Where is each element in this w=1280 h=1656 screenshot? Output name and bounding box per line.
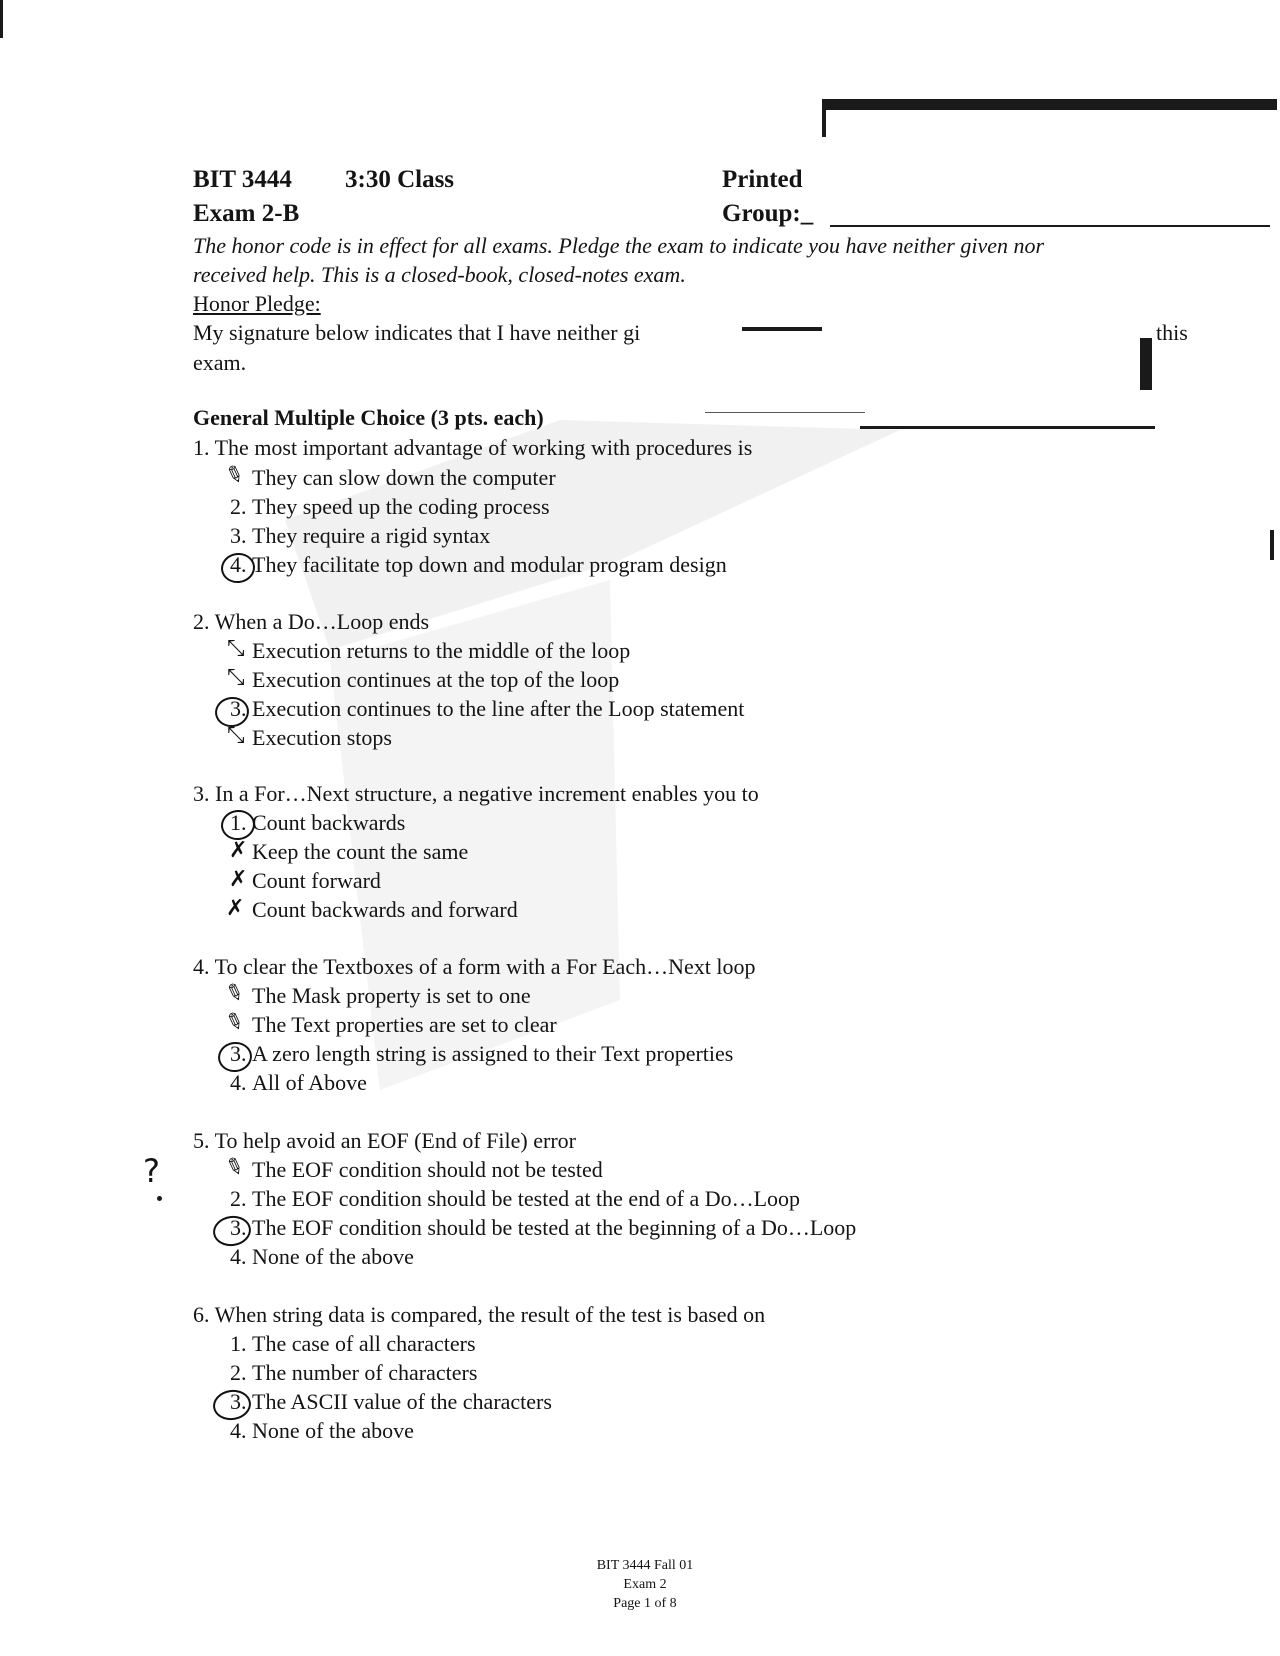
strike-mark-icon: ✎ [221, 1007, 248, 1038]
option-text: Keep the count the same [252, 839, 469, 864]
q2-option-4 [230, 724, 392, 752]
redaction-smudge-signature [742, 327, 822, 331]
option-number: 4. [230, 552, 247, 577]
question-5 [193, 1127, 576, 1155]
q3-option-2 [230, 838, 468, 866]
option-text: The Mask property is set to one [252, 983, 531, 1008]
option-text: The Text properties are set to clear [252, 1012, 557, 1037]
strike-mark-icon: ⤡ [227, 723, 245, 748]
question-4 [193, 953, 755, 981]
q3-option-4 [230, 896, 518, 924]
q4-option-1 [230, 982, 531, 1010]
option-text: A zero length string is assigned to their Text properties [252, 1041, 734, 1066]
option-text: Count backwards [252, 810, 406, 835]
question-1 [193, 434, 752, 462]
question-2 [193, 608, 429, 636]
redaction-line-section [860, 426, 1155, 429]
exam-title: Exam 2-B [193, 200, 300, 227]
question-text: The most important advantage of working with procedures is [214, 435, 753, 460]
option-number: 3. [230, 1041, 247, 1066]
footer-exam: Exam 2 [623, 1577, 667, 1592]
option-number: 3. [230, 523, 247, 548]
question-number: 3. [193, 781, 210, 806]
strike-mark-icon: ✎ [221, 1152, 248, 1183]
section-title: General Multiple Choice (3 pts. each) [193, 405, 544, 430]
option-text: They facilitate top down and modular program design [252, 552, 727, 577]
q2-option-1 [230, 637, 630, 665]
option-number: 1. [230, 810, 247, 835]
option-text: The number of characters [252, 1360, 478, 1385]
handwritten-question-mark: ? [143, 1152, 160, 1190]
strike-mark-icon: ✗ [226, 896, 245, 921]
honor-intro-line2: received help. This is a closed-book, closed-notes exam. [193, 262, 686, 287]
question-text: To clear the Textboxes of a form with a For Each…Next loop [214, 954, 756, 979]
option-text: They can slow down the computer [252, 465, 556, 490]
honor-intro-line1: The honor code is in effect for all exams. Pledge the exam to indicate you have neither given nor [193, 233, 1045, 258]
q3-option-3 [230, 867, 381, 895]
option-text: All of Above [252, 1070, 367, 1095]
q1-option-2 [230, 493, 550, 521]
option-text: Count backwards and forward [252, 897, 518, 922]
option-number: 2. [230, 494, 247, 519]
question-3 [193, 780, 759, 808]
option-number: 3. [230, 1215, 247, 1240]
question-6 [193, 1301, 765, 1329]
question-number: 6. [193, 1302, 210, 1327]
q1-option-4 [230, 551, 727, 579]
strike-mark-icon: ✎ [221, 978, 248, 1009]
q5-option-4 [230, 1243, 414, 1271]
q6-option-3 [230, 1388, 552, 1416]
scan-mark-right [1270, 530, 1274, 560]
strike-mark-icon: ✎ [221, 460, 248, 491]
q4-option-3 [230, 1040, 733, 1068]
question-number: 5. [193, 1128, 210, 1153]
printed-label: Printed [722, 166, 803, 193]
strike-mark-icon: ⤡ [227, 665, 245, 690]
strike-mark-icon: ⤡ [227, 636, 245, 661]
signature-text-end: this [1156, 320, 1188, 345]
redaction-bar-top-edge [822, 99, 826, 137]
strike-mark-icon: ✗ [229, 867, 248, 892]
option-text: Execution returns to the middle of the loop [252, 638, 631, 663]
honor-pledge-heading: Honor Pledge: [193, 291, 321, 316]
q5-option-1 [230, 1156, 603, 1184]
question-text: When a Do…Loop ends [214, 609, 430, 634]
q4-option-2 [230, 1011, 557, 1039]
scan-mark-left [0, 0, 3, 38]
option-number: 4. [230, 1418, 247, 1443]
redaction-bar-top [822, 99, 1277, 110]
option-number: 2. [230, 1360, 247, 1385]
q1-option-3 [230, 522, 490, 550]
course-code: BIT 3444 [193, 166, 292, 193]
option-number: 3. [230, 1389, 247, 1414]
question-number: 2. [193, 609, 210, 634]
q2-option-2 [230, 666, 619, 694]
q2-option-3 [230, 695, 744, 723]
signature-text-start: My signature below indicates that I have neither gi [193, 320, 641, 345]
q6-option-2 [230, 1359, 477, 1387]
q4-option-4 [230, 1069, 367, 1097]
option-number: 2. [230, 1186, 247, 1211]
redaction-smudge-right [1140, 338, 1152, 390]
question-number: 4. [193, 954, 210, 979]
option-number: 4. [230, 1070, 247, 1095]
option-text: The EOF condition should be tested at the beginning of a Do…Loop [252, 1215, 857, 1240]
signature-text-line2: exam. [193, 350, 247, 375]
footer-course: BIT 3444 Fall 01 [596, 1558, 694, 1573]
option-text: The EOF condition should not be tested [252, 1157, 603, 1182]
redaction-line-group [830, 225, 1270, 227]
option-number: 3. [230, 696, 247, 721]
option-text: The EOF condition should be tested at the end of a Do…Loop [252, 1186, 801, 1211]
q6-option-1 [230, 1330, 476, 1358]
option-text: None of the above [252, 1244, 414, 1269]
option-text: Execution continues at the top of the loop [252, 667, 620, 692]
question-text: In a For…Next structure, a negative increment enables you to [215, 781, 759, 806]
question-number: 1. [193, 435, 210, 460]
option-text: None of the above [252, 1418, 414, 1443]
option-text: Execution continues to the line after the Loop statement [252, 696, 745, 721]
q6-option-4 [230, 1417, 414, 1445]
option-text: The case of all characters [252, 1331, 476, 1356]
option-text: The ASCII value of the characters [252, 1389, 552, 1414]
option-text: They require a rigid syntax [252, 523, 491, 548]
q3-option-1 [230, 809, 405, 837]
option-text: Execution stops [252, 725, 392, 750]
footer-page-number: Page 1 of 8 [613, 1596, 677, 1611]
q5-option-3 [230, 1214, 856, 1242]
question-text: When string data is compared, the result of the test is based on [214, 1302, 766, 1327]
option-number: 1. [230, 1331, 247, 1356]
class-time: 3:30 Class [345, 166, 455, 193]
strike-mark-icon: ✗ [229, 838, 248, 863]
option-number: 4. [230, 1244, 247, 1269]
option-text: They speed up the coding process [252, 494, 550, 519]
handwritten-dot [157, 1196, 162, 1201]
redaction-line-section-faint [705, 412, 865, 413]
q1-option-1 [230, 464, 556, 492]
option-text: Count forward [252, 868, 381, 893]
q5-option-2 [230, 1185, 800, 1213]
question-text: To help avoid an EOF (End of File) error [214, 1128, 576, 1153]
group-label: Group:_ [722, 200, 814, 227]
